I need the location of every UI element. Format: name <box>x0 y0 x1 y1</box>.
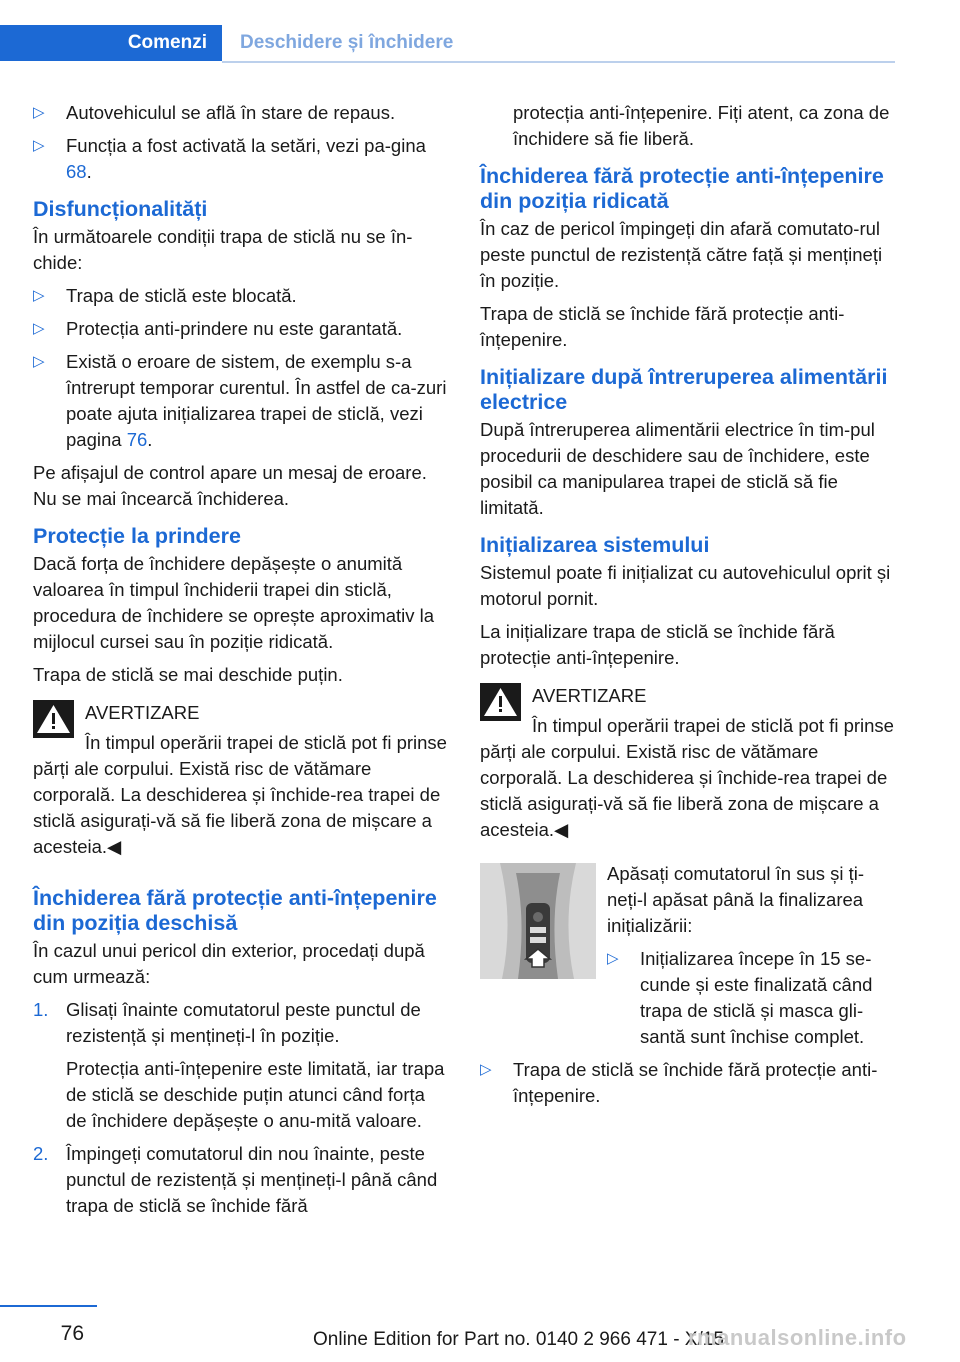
triangle-bullet-icon: ▷ <box>607 950 619 967</box>
paragraph: La inițializare trapa de sticlă se închide fără protecție anti-înțepenire. <box>480 621 835 668</box>
list-item-text: Protecția anti-prindere nu este garantată. <box>66 318 403 339</box>
list-item <box>33 316 449 342</box>
page-link[interactable]: 68 <box>66 161 87 182</box>
heading-disfunctionalitati: Disfuncționalități <box>33 197 208 221</box>
tab-comenzi[interactable]: Comenzi <box>0 25 222 61</box>
warning-block <box>33 700 449 860</box>
list-item <box>33 349 449 453</box>
paragraph-continuation: protecția anti-înțepenire. Fiți atent, ca zona de închidere să fie liberă. <box>513 102 890 149</box>
paragraph: Pe afișajul de control apare un mesaj de eroare. Nu se mai încearcă închiderea. <box>33 462 427 509</box>
right-column <box>480 100 894 1116</box>
list-item-text: Trapa de sticlă este blocată. <box>66 285 297 306</box>
triangle-bullet-icon: ▷ <box>33 320 45 337</box>
list-item <box>33 133 449 185</box>
tab-deschidere-inchidere[interactable]: Deschidere și închidere <box>240 32 454 53</box>
step-text: Glisați înainte comutatorul peste punctul de rezistență și mențineți-l în poziție. <box>66 999 421 1046</box>
paragraph: Trapa de sticlă se închide fără protecție anti-înțepenire. <box>480 303 845 350</box>
paragraph: Apăsați comutatorul în sus și ți‐neți-l apăsat până la finalizarea inițializării: <box>607 863 865 936</box>
paragraph: Trapa de sticlă se mai deschide puțin. <box>33 664 343 685</box>
paragraph: Dacă forța de închidere depășește o anumită valoarea în timpul închiderii trapei din sticlă, procedura de închidere se oprește aproximativ la mijlocul cursei sau în poziție ridicată. <box>33 553 435 652</box>
triangle-bullet-icon: ▷ <box>33 137 45 154</box>
step-number: 1. <box>33 999 49 1020</box>
roof-switch-image <box>480 863 596 979</box>
list-item-text: Inițializarea începe în 15 se‐cunde și este finalizată când trapa de sticlă și masca gli‐santă sunt închise complet. <box>640 948 873 1047</box>
paragraph: În caz de pericol împingeți din afară comutato‐rul peste punctul de rezistență către față și mențineți în poziție. <box>480 218 883 291</box>
list-item-text-end: . <box>147 429 153 450</box>
paragraph: În următoarele condiții trapa de sticlă nu se în‐chide: <box>33 226 413 273</box>
heading-protectie-la-prindere: Protecție la prindere <box>33 524 241 548</box>
list-item-text: Există o eroare de sistem, de exemplu s-a întrerupt temporar curentul. În astfel de ca‐zuri poate ajuta inițializarea trapei de sticlă, vezi pagina <box>66 351 447 450</box>
switch-instruction-text <box>607 861 894 1050</box>
page-number: 76 <box>60 1322 84 1345</box>
heading-initializare-dupa-intrerupere: Inițializare după întreruperea alimentării electrice <box>480 365 888 414</box>
heading-inchidere-pozitia-ridicata: Închiderea fără protecție anti-înțepenire din poziția ridicată <box>480 164 884 213</box>
left-column <box>33 100 449 1226</box>
list-item <box>480 1057 894 1109</box>
step-note: Protecția anti-înțepenire este limitată, iar trapa de sticlă se deschide puțin atunci când forța de închidere depășește o anu‐mită valoare. <box>66 1058 445 1131</box>
warning-text: În timpul operării trapei de sticlă pot fi prinse părți ale corpului. Există risc de vătămare corporală. La deschiderea și închide‐rea trapei de sticlă asigurați-vă să fie liberă zona de mișcare a acesteia.◀ <box>480 715 894 840</box>
roof-switch-illustration <box>480 863 596 979</box>
triangle-bullet-icon: ▷ <box>480 1061 492 1078</box>
list-item-text: Autovehiculul se află în stare de repaus. <box>66 102 396 123</box>
list-item-text: Funcția a fost activată la setări, vezi pa‐gina <box>66 135 426 156</box>
step-item <box>33 1141 449 1219</box>
paragraph: După întreruperea alimentării electrice în tim‐pul procedurii de deschidere sau de închidere, este posibil ca manipularea trapei de sticlă să fie limitată. <box>480 419 875 518</box>
step-item <box>33 997 449 1049</box>
heading-inchidere-pozitia-deschisa: Închiderea fără protecție anti-înțepenire din poziția deschisă <box>33 886 437 935</box>
warning-triangle-icon <box>33 700 74 738</box>
page-number-rule <box>0 1305 97 1307</box>
warning-text: În timpul operării trapei de sticlă pot fi prinse părți ale corpului. Există risc de vătămare corporală. La deschiderea și închide‐rea trapei de sticlă asigurați-vă să fie liberă zona de mișcare a acesteia.◀ <box>33 732 447 857</box>
watermark-logo: rmanualsonline.info <box>688 1325 907 1350</box>
heading-initializarea-sistemului: Inițializarea sistemului <box>480 533 710 557</box>
step-number: 2. <box>33 1143 49 1164</box>
page-link[interactable]: 76 <box>126 429 148 450</box>
triangle-bullet-icon: ▷ <box>33 353 45 370</box>
triangle-bullet-icon: ▷ <box>33 287 45 304</box>
step-text: Împingeți comutatorul din nou înainte, peste punctul de rezistență și mențineți-l până când trapa de sticlă se închide fără <box>66 1143 438 1216</box>
triangle-bullet-icon: ▷ <box>33 104 45 121</box>
warning-triangle-icon <box>480 683 521 721</box>
list-item <box>33 100 449 126</box>
header-rule <box>222 61 895 63</box>
list-item <box>607 946 894 1050</box>
warning-block <box>480 683 894 843</box>
warning-title: AVERTIZARE <box>532 685 647 706</box>
list-item-text-end: . <box>86 161 92 182</box>
header-tabbar <box>0 25 895 63</box>
switch-instruction <box>480 861 894 1050</box>
list-item <box>33 283 449 309</box>
list-item-text: Trapa de sticlă se închide fără protecție anti-înțepenire. <box>513 1059 878 1106</box>
paragraph: Sistemul poate fi inițializat cu autovehiculul oprit și motorul pornit. <box>480 562 891 609</box>
paragraph: În cazul unui pericol din exterior, procedați după cum urmează: <box>33 940 425 987</box>
warning-title: AVERTIZARE <box>85 702 200 723</box>
edition-footer: Online Edition for Part no. 0140 2 966 471 - X/15 <box>313 1329 724 1350</box>
